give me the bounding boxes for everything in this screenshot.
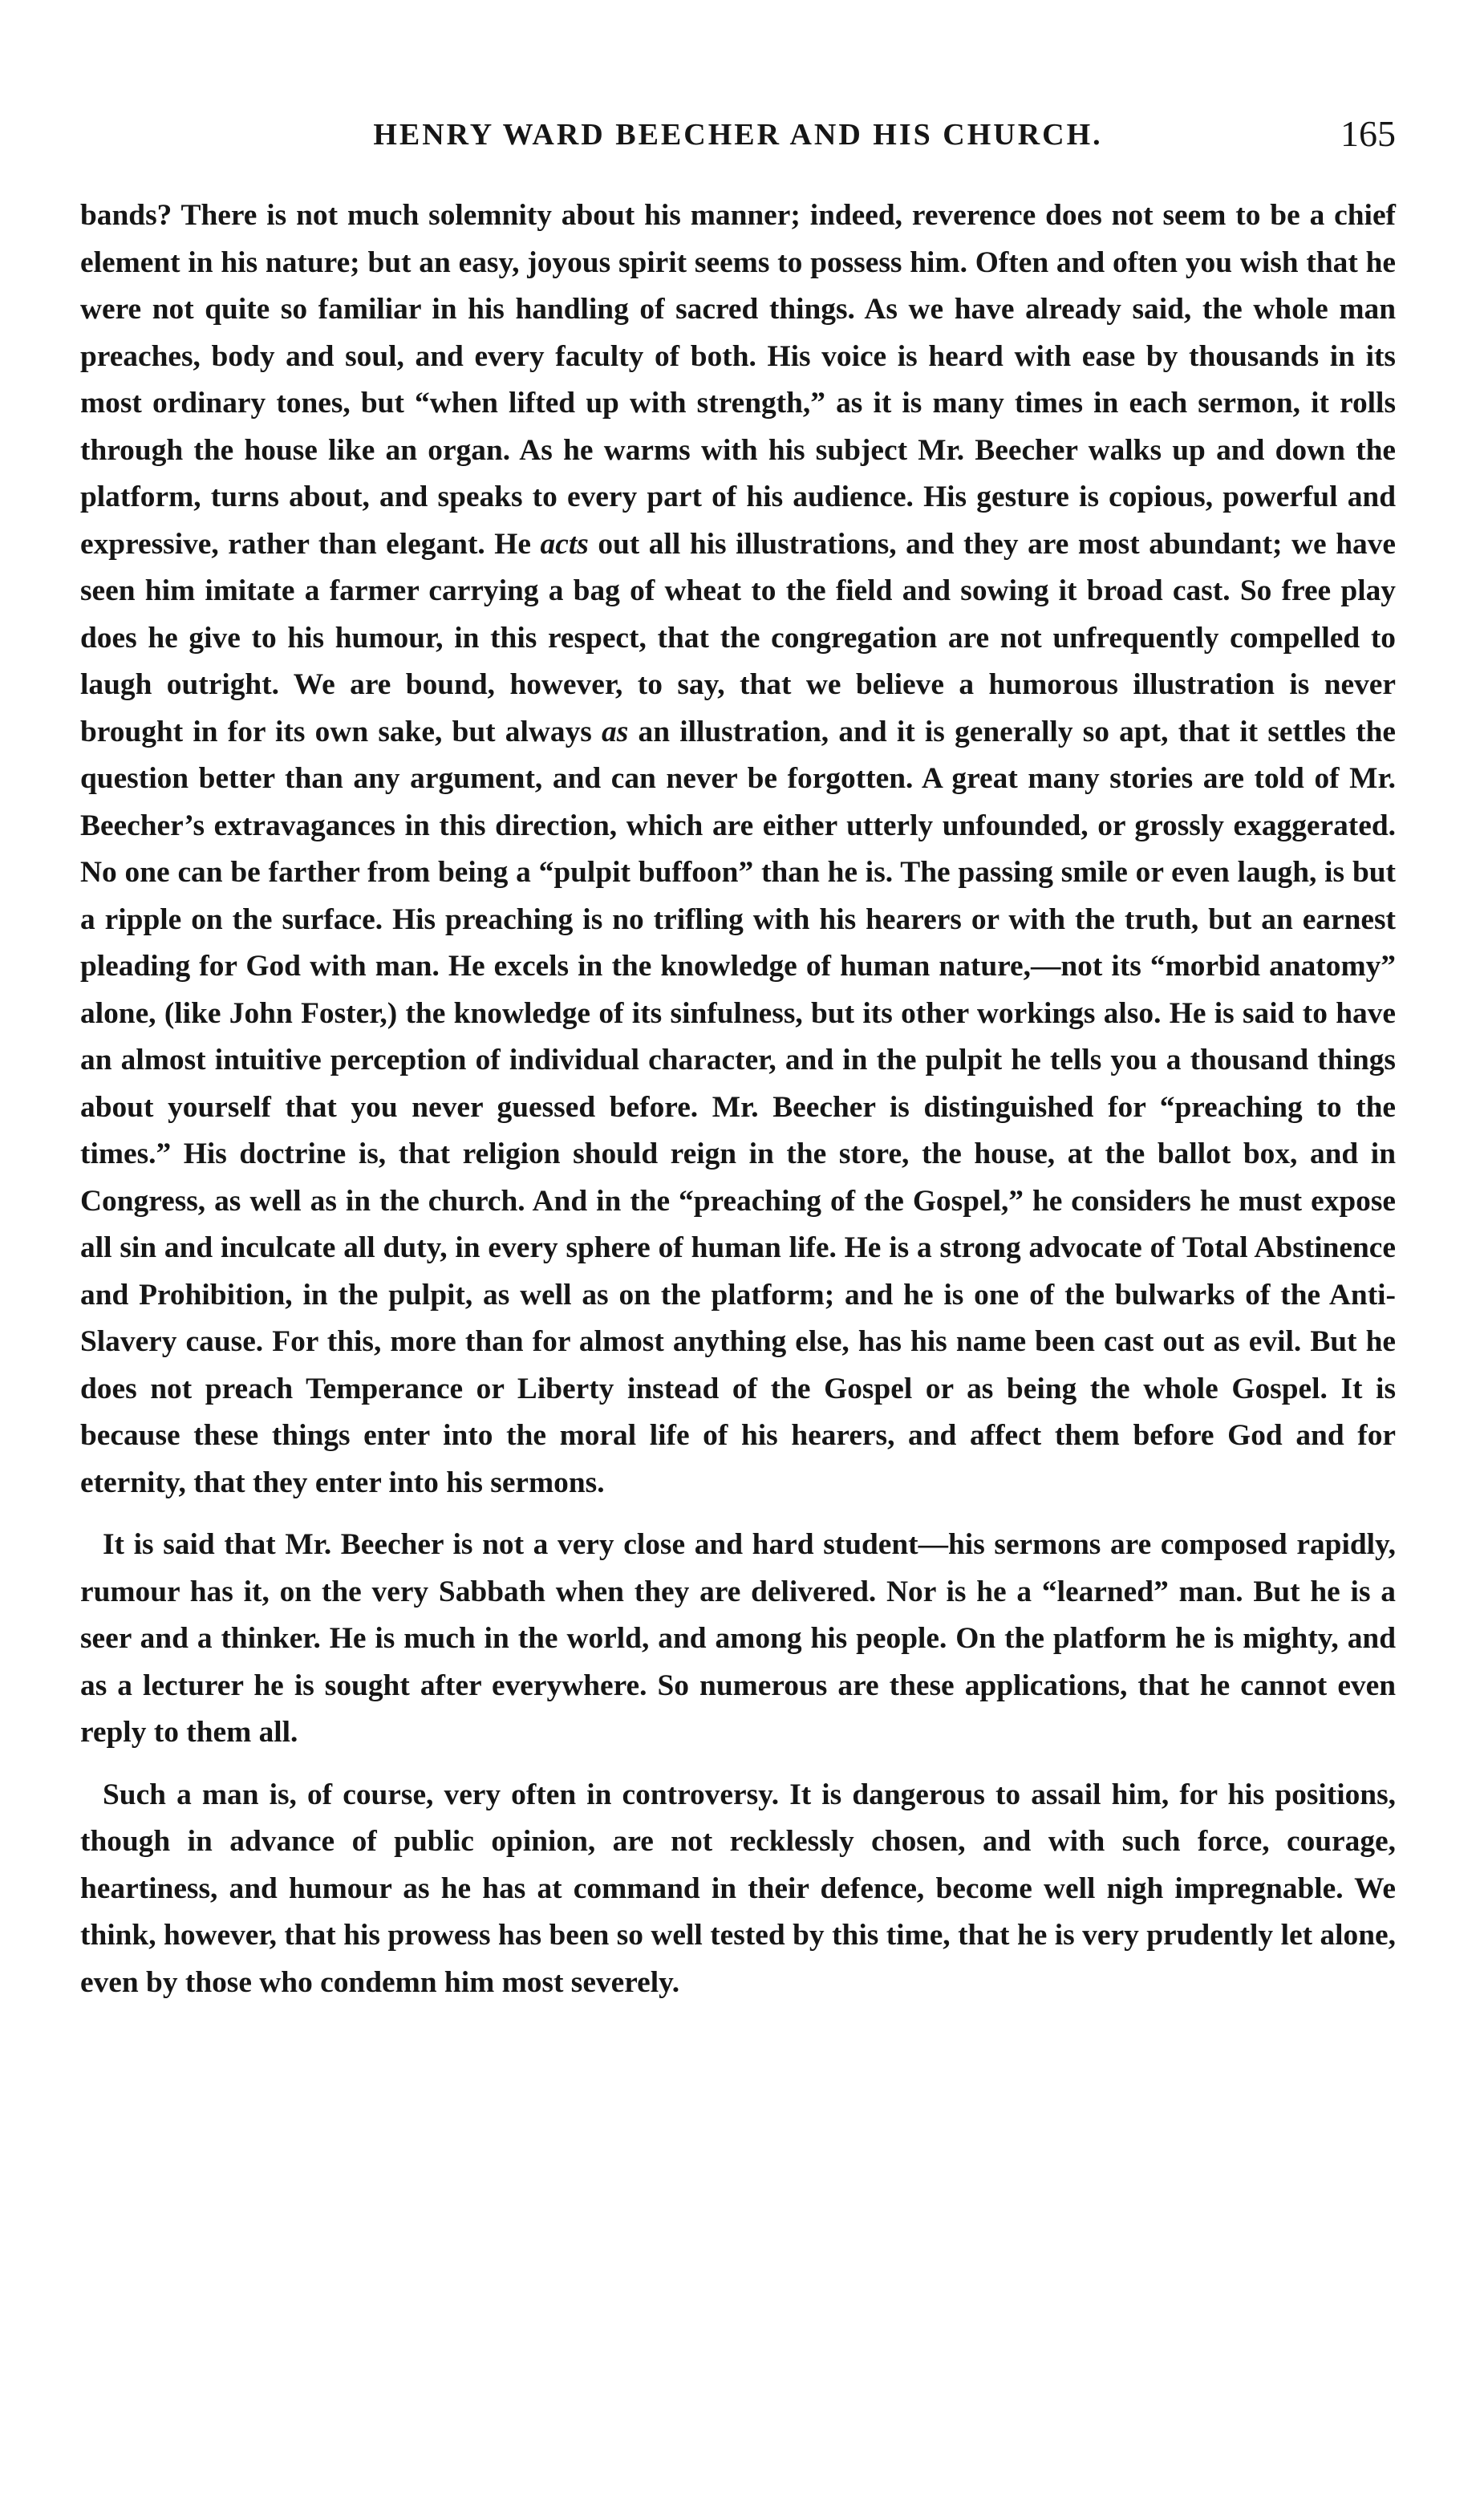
paragraph-3-text: Such a man is, of course, very often in controversy. It is dangerous to assail him, for his positions, though in advance of public opinion, are not recklessly chosen, and with such force, courage, heartiness, and humour as he has at command in their defence, become well nigh impregnable. We think, however, that his prowess has been so well tested by this time, that he is very prudently let alone, even by those who condemn him most severely.: [80, 1778, 1396, 1999]
book-page: [80, 112, 1396, 2006]
running-head: [80, 112, 1396, 160]
paragraph-1-italic-as: as: [602, 715, 629, 748]
paragraph-1: [80, 193, 1396, 1506]
paragraph-3: [80, 1772, 1396, 2007]
body-text: [80, 193, 1396, 2006]
paragraph-1-text-end: an illustration, and it is generally so apt, that it settles the question better than any argument, and can never be forgotten. A great many stories are told of Mr. Beecher’s extravagances in this direction, which are either utterly unfounded, or grossly exaggerated. No one can be farther from being a “pulpit buffoon” than he is. The passing smile or even laugh, is but a ripple on the surface. His preaching is no trifling with his hearers or with the truth, but an earnest pleading for God with man. He excels in the knowledge of human nature,—not its “morbid anatomy” alone, (like John Foster,) the knowledge of its sinfulness, but its other workings also. He is said to have an almost intuitive perception of individual character, and in the pulpit he tells you a thousand things about yourself that you never guessed before. Mr. Beecher is distinguished for “preaching to the times.” His doctrine is, that religion should reign in the store, the house, at the ballot box, and in Congress, as well as in the church. And in the “preaching of the Gospel,” he considers he must expose all sin and inculcate all duty, in every sphere of human life. He is a strong advocate of Total Abstinence and Prohibition, in the pulpit, as well as on the platform; and he is one of the bulwarks of the Anti-Slavery cause. For this, more than for almost anything else, has his name been cast out as evil. But he does not preach Temperance or Liberty instead of the Gospel or as being the whole Gospel. It is because these things enter into the moral life of his hearers, and affect them before God and for eternity, that they enter into his sermons.: [80, 715, 1396, 1499]
paragraph-2-text: It is said that Mr. Beecher is not a very close and hard student—his sermons are composed rapidly, rumour has it, on the very Sabbath when they are delivered. Nor is he a “learned” man. But he is a seer and a thinker. He is much in the world, and among his people. On the platform he is mighty, and as a lecturer he is sought after everywhere. So numerous are these applications, that he cannot even reply to them all.: [80, 1528, 1396, 1749]
paragraph-1-text: bands? There is not much solemnity about his manner; indeed, reverence does not seem to be a chief element in his nature; but an easy, joyous spirit seems to possess him. Often and often you wish that he were not quite so familiar in his handling of sacred things. As we have already said, the whole man preaches, body and soul, and every faculty of both. His voice is heard with ease by thousands in its most ordinary tones, but “when lifted up with strength,” as it is many times in each sermon, it rolls through the house like an organ. As he warms with his subject Mr. Beecher walks up and down the platform, turns about, and speaks to every part of his audience. His gesture is copious, powerful and expressive, rather than elegant. He: [80, 199, 1396, 561]
paragraph-1-text-continued: out all his illustrations, and they are most abundant; we have seen him imitate a farmer carrying a bag of wheat to the field and sowing it broad cast. So free play does he give to his humour, in this respect, that the congregation are not unfrequently compelled to laugh outright. We are bound, however, to say, that we believe a humorous illustration is never brought in for its own sake, but always: [80, 527, 1396, 748]
paragraph-1-italic-acts: acts: [540, 527, 589, 561]
paragraph-2: [80, 1522, 1396, 1757]
running-title: HENRY WARD BEECHER AND HIS CHURCH.: [373, 118, 1103, 152]
page-number: 165: [1340, 113, 1396, 154]
